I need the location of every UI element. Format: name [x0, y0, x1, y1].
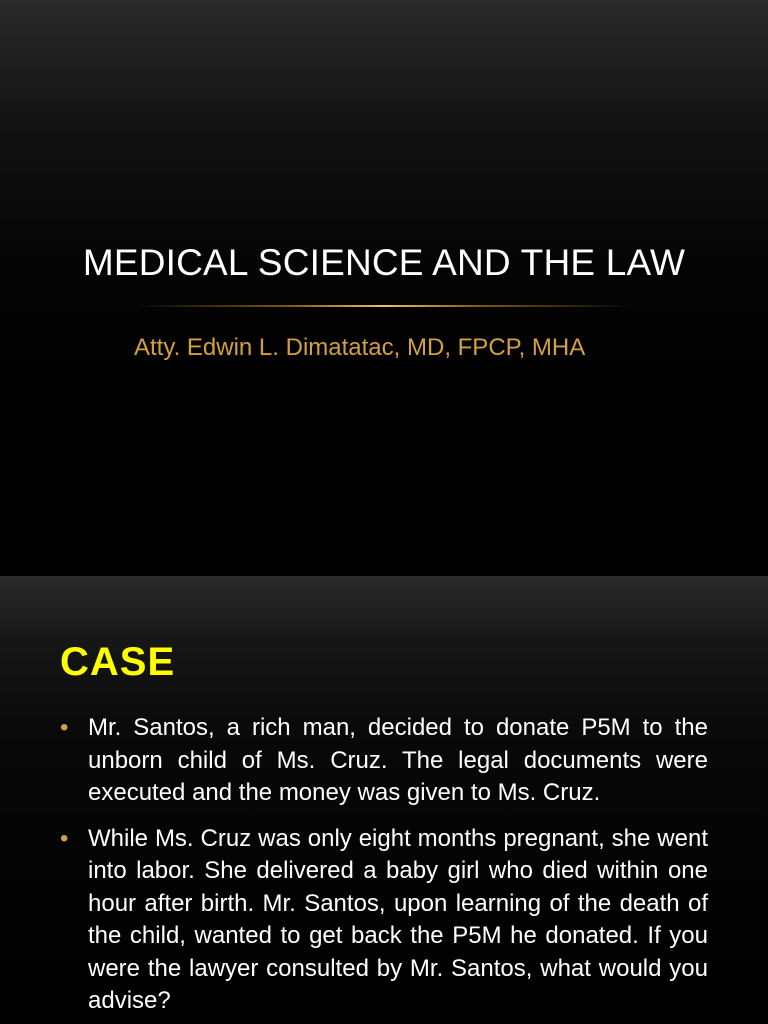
- case-bullet-list: [60, 712, 708, 1024]
- slide-subtitle: Atty. Edwin L. Dimatatac, MD, FPCP, MHA: [134, 334, 586, 361]
- title-divider: [134, 305, 634, 307]
- case-slide: [0, 576, 768, 1024]
- bullet-text: While Ms. Cruz was only eight months pregnant, she went into labor. She delivered a baby girl who died within one hour after birth. Mr. Santos, upon learning of the death of the child, wanted to get back the P5M he donated. If you were the lawyer consulted by Mr. Santos, what would you advise?: [88, 824, 708, 1014]
- bullet-icon: •: [60, 824, 69, 852]
- list-item: [60, 712, 708, 810]
- bullet-icon: •: [60, 714, 69, 741]
- bullet-text: Mr. Santos, a rich man, decided to donate P5M to the unborn child of Ms. Cruz. The legal documents were executed and the money was given to Ms. Cruz.: [88, 714, 708, 806]
- case-heading: CASE: [60, 640, 176, 684]
- slide-title: MEDICAL SCIENCE AND THE LAW: [82, 242, 686, 283]
- list-item: [60, 823, 708, 1018]
